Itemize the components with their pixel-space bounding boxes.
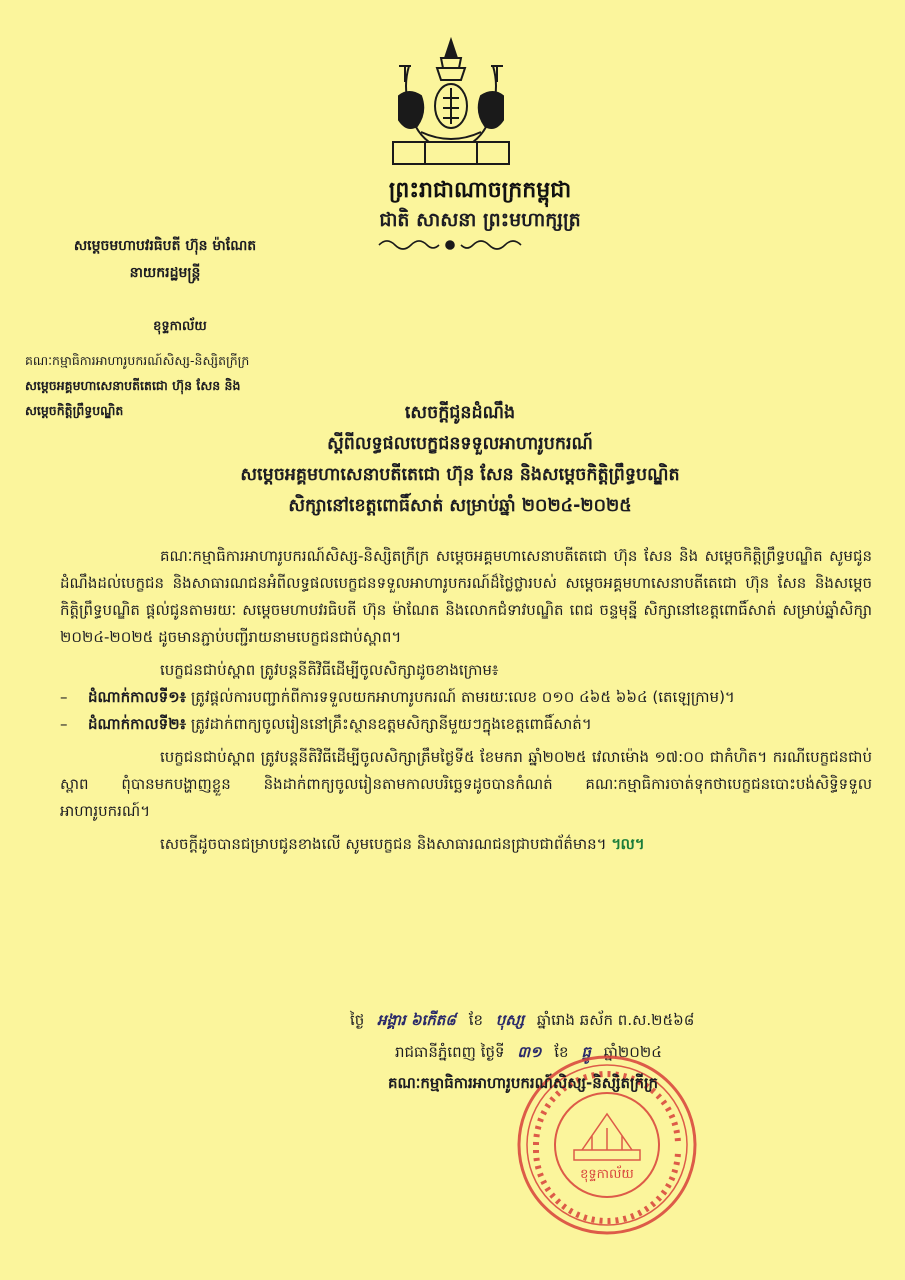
notice-body xyxy=(60,543,872,858)
committee-line: សម្តេចកិត្តិព្រឹទ្ធបណ្ឌិត xyxy=(25,403,124,418)
royal-emblem-icon xyxy=(385,36,517,176)
seal-text: ខុទ្ទកាល័យ xyxy=(580,1167,634,1182)
sender-position: នាយករដ្ឋមន្ត្រី xyxy=(129,265,201,281)
step-text: ត្រូវផ្តល់ការបញ្ជាក់ពីការទទួលយកអាហារូបករណ៍ តាមរយៈលេខ ០១០ ៤៦៥ ៦៦៤ (តេឡេក្រាម)។ xyxy=(186,688,735,706)
date-label: ឆ្នាំ២០២៤ xyxy=(603,1043,662,1061)
office-name: ខុទ្ទកាល័យ xyxy=(153,319,207,334)
step-item: – ដំណាក់កាលទី២៖ ត្រូវដាក់ពាក្យចូលរៀននៅគ្រឹះស្ថានឧត្តមសិក្សានីមួយៗក្នុងខេត្តពោធិ៍សាត់។ xyxy=(60,715,592,733)
paragraph-intro: គណៈកម្មាធិការអាហារូបករណ៍សិស្ស-និស្សិតក្រីក្រ សម្តេចអគ្គមហាសេនាបតីតេជោ ហ៊ុន សែន និង សម្តេចកិត្តិព្រឹទ្ធបណ្ឌិត សូមជូនដំណឹងដល់បេក្ខជន និងសាធារណជនអំពីលទ្ធផលបេក្ខជនទទួលអាហារូបករណ៍ដ៏ថ្លៃថ្លារបស់ សម្តេចអគ្គមហាសេនាបតីតេជោ ហ៊ុន សែន និងសម្តេចកិត្តិព្រឹទ្ធបណ្ឌិត ផ្តល់ជូនតាមរយៈ សម្តេចមហាបវរធិបតី ហ៊ុន ម៉ាណែត និងលោកជំទាវបណ្ឌិត ពេជ ចន្ទមុន្នី សិក្សានៅខេត្តពោធិ៍សាត់ សម្រាប់ឆ្នាំសិក្សា ២០២៤-២០២៥ ដូចមានភ្ជាប់បញ្ជីរាយនាមបេក្ខជនជាប់ស្ពាព។ xyxy=(60,547,872,646)
national-motto: ជាតិ សាសនា ព្រះមហាក្សត្រ xyxy=(379,209,581,231)
closing-text: សេចក្តីដូចបានជម្រាបជូនខាងលើ សូមបេក្ខជន និងសាធារណជនជ្រាបជាព័ត៌មាន។ xyxy=(160,835,607,853)
date-label: ថ្ងៃ xyxy=(350,1011,365,1029)
sender-name: សម្តេចមហាបវរធិបតី ហ៊ុន ម៉ាណែត xyxy=(73,238,257,254)
title-line: ស្តីពីលទ្ធផលបេក្ខជនទទួលអាហារូបករណ៍ xyxy=(327,434,593,454)
handwritten-month: ធ្នូ xyxy=(581,1043,591,1061)
notice-title xyxy=(150,398,770,522)
paragraph-deadline: បេក្ខជនជាប់ស្ពាព ត្រូវបន្តនីតិវិធីដើម្បីចូលសិក្សាត្រឹមថ្ងៃទី៥ ខែមករា ឆ្នាំ២០២៥ វេលាម៉ោង ១៧:០០ ជាកំហិត។ ករណីបេក្ខជនជាប់ស្ពាព ពុំបានមកបង្ហាញខ្លួន និងដាក់ពាក្យចូលរៀនតាមកាលបរិច្ឆេទដូចបានកំណត់ គណៈកម្មាធិការចាត់ទុកថាបេក្ខជនបោះបង់សិទ្ធិទទួលអាហារូបករណ៍។ xyxy=(60,748,872,820)
committee-line: គណៈកម្មាធិការអាហារូបករណ៍សិស្ស-និស្សិតក្រីក្រ xyxy=(25,353,250,368)
date-label: ខែ xyxy=(554,1043,569,1061)
title-line: សម្តេចអគ្គមហាសេនាបតីតេជោ ហ៊ុន សែន និងសម្តេចកិត្តិព្រឹទ្ធបណ្ឌិត xyxy=(240,465,680,485)
step-label: ដំណាក់កាលទី១៖ xyxy=(88,688,187,706)
date-label: រាជធានីភ្នំពេញ ថ្ងៃទី xyxy=(395,1043,505,1061)
handwritten-month: បុស្ស xyxy=(495,1011,525,1029)
lunar-date xyxy=(350,1011,870,1033)
title-line: សិក្សានៅខេត្តពោធិ៍សាត់ សម្រាប់ឆ្នាំ ២០២៤-២០២៥ xyxy=(288,496,632,516)
step-text: ត្រូវដាក់ពាក្យចូលរៀននៅគ្រឹះស្ថានឧត្តមសិក្សានីមួយៗក្នុងខេត្តពោធិ៍សាត់។ xyxy=(186,715,592,733)
date-label: ឆ្នាំរោង ឆស័ក ព.ស.២៥៦៨ xyxy=(536,1011,695,1029)
title-line: សេចក្តីជូនដំណឹង xyxy=(404,403,516,423)
step-label: ដំណាក់កាលទី២៖ xyxy=(88,715,187,733)
handwritten-day: អង្គារ ៦កើត៨ xyxy=(377,1011,456,1029)
kingdom-title: ព្រះរាជាណាចក្រកម្ពុជា xyxy=(388,178,572,203)
signing-committee: គណៈកម្មាធិការអាហារូបករណ៍សិស្ស-និស្សិតក្រីក្រ xyxy=(388,1074,659,1092)
sender-heading xyxy=(30,236,300,284)
date-label: ខែ xyxy=(468,1011,483,1029)
paragraph-procedure: បេក្ខជនជាប់ស្ពាព ត្រូវបន្តនីតិវិធីដើម្បីចូលសិក្សាដូចខាងក្រោម៖ xyxy=(160,661,499,679)
paragraph-closing xyxy=(60,831,872,858)
committee-line: សម្តេចអគ្គមហាសេនាបតីតេជោ ហ៊ុន សែន និង xyxy=(25,378,241,393)
end-mark: ៘ xyxy=(611,835,644,853)
handwritten-day: ៣១ xyxy=(517,1043,542,1061)
step-item: – ដំណាក់កាលទី១៖ ត្រូវផ្តល់ការបញ្ជាក់ពីការទទួលយកអាហារូបករណ៍ តាមរយៈលេខ ០១០ ៤៦៥ ៦៦៤ (តេឡេក្រាម)។ xyxy=(60,688,735,706)
ornament-divider-icon xyxy=(375,235,525,255)
